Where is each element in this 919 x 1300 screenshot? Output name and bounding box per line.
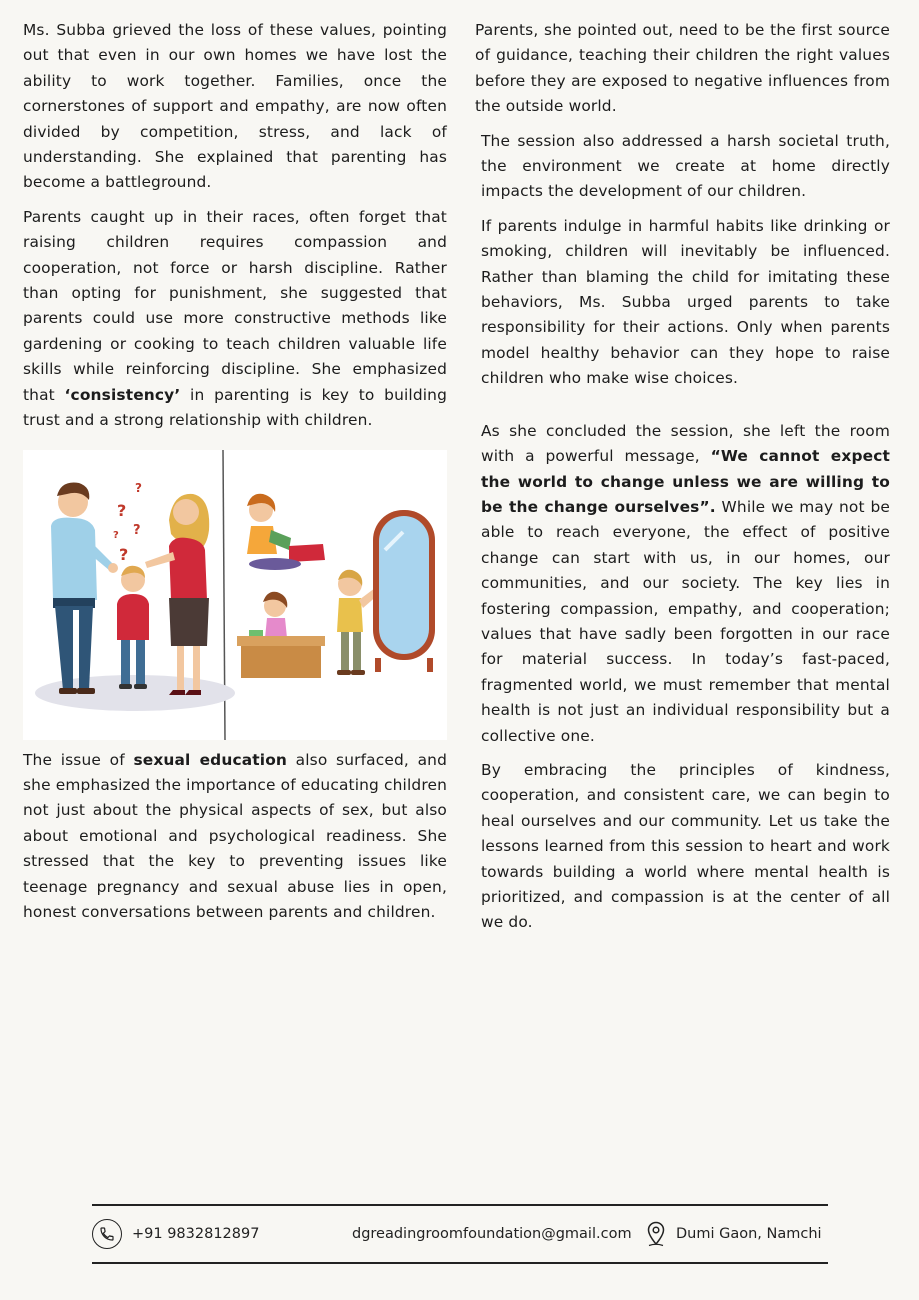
paragraph-text: also surfaced, and she emphasized the importance of educating children not just about the physical aspects of sex, but also about emotional and psychological readiness. She stressed that the key to preventing issues like teenage pregnancy and sexual abuse lies in open, honest conversations between parents and children. <box>23 750 447 921</box>
mother-figure <box>145 493 209 694</box>
paragraph-text: As she concluded the session, she left the room with a powerful message, <box>481 421 890 466</box>
question-mark: ? <box>113 529 119 541</box>
parenting-scene-image <box>23 450 447 740</box>
left-column <box>23 18 447 934</box>
phone-icon <box>92 1219 122 1249</box>
paragraph-text: The issue of <box>23 750 134 769</box>
paragraph-harmful-habits: If parents indulge in harmful habits like drinking or smoking, children will inevitably be influenced. Rather than blaming the child for imitating these behaviors, Ms. Subba urged parents to take responsibility for their actions. Only when parents model healthy behavior can they hope to raise children who make wise choices. <box>481 216 890 388</box>
email-address: dgreadingroomfoundation@gmail.com <box>352 1226 632 1242</box>
question-mark: ? <box>117 500 127 520</box>
paragraph-sexual-education <box>23 748 447 926</box>
footer-top-rule <box>92 1204 828 1206</box>
parenting-illustration <box>23 450 447 740</box>
paragraph-conclusion <box>481 419 890 749</box>
paragraph-text: While we may not be able to reach everyone, the effect of positive change can start with us, in our homes, our communities, and our society. The key lies in fostering compassion, empathy, and cooperation; values that have sadly been forgotten in our race for material success. In today’s fast-paced, fragmented world, we must remember that mental health is not just an individual responsibility but a collective one. <box>481 497 890 745</box>
boy-mirror-figure <box>337 569 379 674</box>
mirror <box>373 510 435 672</box>
child-figure <box>117 565 149 688</box>
paragraph-guidance: Parents, she pointed out, need to be the first source of guidance, teaching their children the right values before they are exposed to negative influences from the outside world. <box>475 21 890 116</box>
footer-email[interactable] <box>352 1220 632 1248</box>
emphasis-sexual-education: sexual education <box>133 750 288 769</box>
father-figure <box>51 482 118 693</box>
emphasis-quote: “We cannot expect the world to change unless we are willing to be the change ourselves”. <box>481 447 891 516</box>
paragraph-values-loss: Ms. Subba grieved the loss of these values, pointing out that even in our own homes we have lost the ability to work together. Families, once the cornerstones of support and empathy, are now often divided by competition, stress, and lack of understanding. She explained that parenting has become a battleground. <box>23 21 447 192</box>
footer <box>92 1204 828 1266</box>
footer-bottom-rule <box>92 1262 828 1264</box>
question-mark: ? <box>133 522 141 538</box>
location-pin-icon <box>646 1221 666 1247</box>
girl-laundry-figure <box>247 493 325 569</box>
paragraph-societal-truth: The session also addressed a harsh societal truth, the environment we create at home directly impacts the development of our children. <box>481 131 890 201</box>
location-text: Dumi Gaon, Namchi <box>676 1226 822 1242</box>
phone-number: +91 9832812897 <box>132 1226 260 1242</box>
paragraph-closing: By embracing the principles of kindness, cooperation, and consistent care, we can begin to heal ourselves and our community. Let us take the lessons learned from this session to heart and work towards building a world where mental health is prioritized, and compassion is at the center of all we do. <box>481 760 890 932</box>
paragraph-compassion <box>23 205 447 434</box>
footer-location <box>646 1220 822 1248</box>
paragraph-text: Parents caught up in their races, often forget that raising children requires compassion and cooperation, not force or harsh discipline. Rather than opting for punishment, she suggested that parents could use more constructive methods like gardening or cooking to teach children valuable life skills while reinforcing discipline. She emphasized that <box>23 207 447 404</box>
spacer <box>481 401 890 419</box>
emphasis-consistency: ‘consistency’ <box>64 385 181 404</box>
right-column <box>475 18 890 945</box>
girl-table-figure <box>237 591 325 677</box>
question-mark: ? <box>135 480 142 495</box>
footer-phone[interactable] <box>92 1220 259 1248</box>
question-mark: ? <box>119 544 129 564</box>
paragraph-text: in parenting is key to building trust and a strong relationship with children. <box>23 385 447 430</box>
right-column-body <box>475 129 890 936</box>
